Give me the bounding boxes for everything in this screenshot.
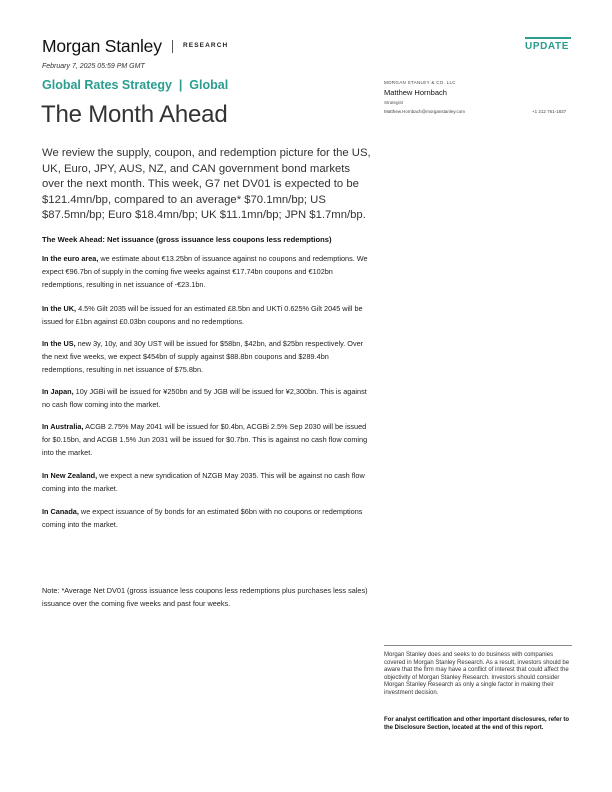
paragraph-lead: In New Zealand, <box>42 471 98 480</box>
paragraph-canada <box>42 506 372 532</box>
paragraph-text: we expect issuance of 5y bonds for an estimated $6bn with no coupons or redemptions coming into the market. <box>42 507 363 529</box>
paragraph-lead: In Australia, <box>42 422 84 431</box>
brand-unit: RESEARCH <box>183 42 229 49</box>
author-role: Strategist <box>384 100 404 105</box>
disclaimer-divider <box>384 645 572 646</box>
footnote: Note: *Average Net DV01 (gross issuance less coupons less redemptions plus purchases less sales) issuance over the coming five weeks and past four weeks. <box>42 586 368 608</box>
update-rule <box>525 37 571 39</box>
paragraph-text: we expect a new syndication of NZGB May 2035. This will be against no cash flow coming into the market. <box>42 471 365 493</box>
publish-date: February 7, 2025 05:59 PM GMT <box>42 63 145 70</box>
paragraph-us <box>42 338 372 376</box>
paragraph-text: new 3y, 10y, and 30y UST will be issued for $58bn, $42bn, and $25bn respectively. Over the next five weeks, we expect $454bn of supply against $88.8bn coupons and $289.4bn redemptions, resulting in net issuance of $75.8bn. <box>42 339 364 374</box>
author-name: Matthew Hornbach <box>384 88 447 97</box>
author-firm: MORGAN STANLEY & CO. LLC <box>384 80 456 85</box>
paragraph-australia <box>42 421 372 459</box>
paragraph-lead: In Japan, <box>42 387 74 396</box>
paragraph-japan <box>42 386 372 412</box>
author-email[interactable]: Matthew.Hornbach@morganstanley.com <box>384 109 466 114</box>
section-title: Global Rates Strategy | Global <box>42 78 229 92</box>
paragraph-uk <box>42 303 372 329</box>
paragraph-lead: In the UK, <box>42 304 77 313</box>
paragraph-euro <box>42 253 372 291</box>
paragraph-text: 10y JGBi will be issued for ¥250bn and 5y JGB will be issued for ¥2,300bn. This is against no cash flow coming into the market. <box>42 387 367 409</box>
paragraph-text: we estimate about €13.25bn of issuance against no coupons and redemptions. We expect €96.7bn of supply in the coming five weeks against €17.74bn coupons and €102bn redemptions, resulting in net issuance of -€23.1bn. <box>42 254 368 289</box>
page-title: The Month Ahead <box>41 101 228 128</box>
brand-logo: Morgan Stanley <box>42 36 162 56</box>
paragraph-new-zealand <box>42 470 372 496</box>
paragraph-text: 4.5% Gilt 2035 will be issued for an estimated £8.5bn and UKTi 0.625% Gilt 2045 will be issued for £1bn against £0.03bn coupons and no redemptions. <box>42 304 363 326</box>
paragraph-text: ACGB 2.75% May 2041 will be issued for $0.4bn, ACGBi 2.5% Sep 2030 will be issued for $0.15bn, and ACGB 1.5% Jun 2031 will be issued for $0.7bn. This is against no cash flow coming into the market. <box>42 422 368 457</box>
update-badge: UPDATE <box>525 41 569 52</box>
week-ahead-heading: The Week Ahead: Net issuance (gross issuance less coupons less redemptions) <box>42 235 332 244</box>
logo-divider <box>172 40 173 53</box>
paragraph-lead: In the US, <box>42 339 76 348</box>
author-phone: +1 212 761-1837 <box>532 109 567 114</box>
paragraph-lead: In Canada, <box>42 507 79 516</box>
disclosure-reference: For analyst certification and other important disclosures, refer to the Disclosure Section, located at the end of this report. <box>384 717 570 731</box>
paragraph-lead: In the euro area, <box>42 254 99 263</box>
intro-summary: We review the supply, coupon, and redemption picture for the US, UK, Euro, JPY, AUS, NZ, and CAN government bond markets over the next month. This week, G7 net DV01 is expected to be $121.4mn/bp, compared to an average* $70.1mn/bp; US $87.5mn/bp; Euro $18.4mn/bp; UK $11.1mn/bp; JPN $1.7mn/bp. <box>42 147 371 222</box>
disclaimer-text: Morgan Stanley does and seeks to do business with companies covered in Morgan Stanley Research. As a result, investors should be aware that the firm may have a conflict of interest that could affect the objectivity of Morgan Stanley Research. Investors should consider Morgan Stanley Research as only a single factor in making their investment decision. <box>384 652 570 696</box>
